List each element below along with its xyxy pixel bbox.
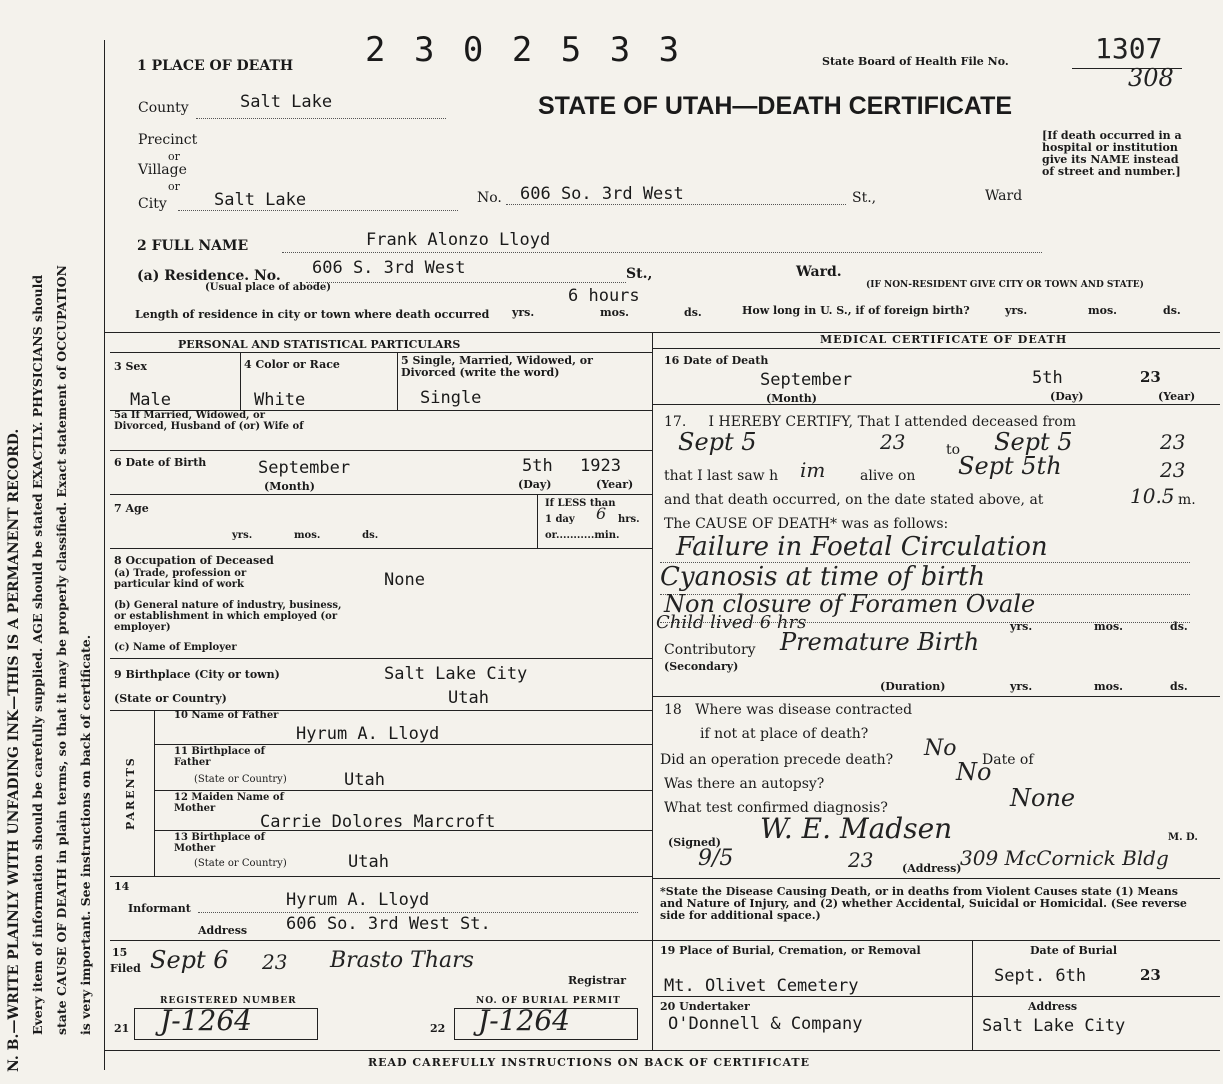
mother-birthplace: Utah [348, 852, 389, 872]
burial-place: Mt. Olivet Cemetery [664, 976, 859, 996]
village-label: Village [138, 162, 187, 178]
birthplace-state: Utah [448, 688, 489, 708]
cause-line-3: Non closure of Foramen Ovale [664, 590, 1036, 618]
personal-heading: PERSONAL AND STATISTICAL PARTICULARS [178, 338, 461, 351]
informant-value: Hyrum A. Lloyd [286, 890, 430, 910]
undertaker-address: Salt Lake City [982, 1016, 1126, 1036]
county-label: County [138, 100, 189, 116]
alive-year: 23 [1160, 458, 1186, 482]
operation-answer: No [924, 736, 957, 761]
sidebar-line-3: state CAUSE OF DEATH in plain terms, so that it may be properly classified. Exact statement of OCCUPATION [54, 265, 69, 1035]
father-birthplace: Utah [344, 770, 385, 790]
precinct-label: Precinct [138, 132, 198, 148]
sex-value: Male [130, 390, 171, 410]
signed-date: 9/5 [698, 846, 734, 871]
race-value: White [254, 390, 306, 410]
registered-number: J-1264 [160, 1004, 252, 1037]
street-value: 606 So. 3rd West [520, 184, 684, 204]
cause-line-1: Failure in Foetal Circulation [676, 532, 1048, 562]
physician-signature: W. E. Madsen [760, 812, 953, 845]
dob-day: 5th [522, 456, 553, 476]
full-name-value: Frank Alonzo Lloyd [366, 230, 551, 250]
burial-date: Sept. 6th [994, 966, 1087, 986]
death-month: September [760, 370, 853, 390]
test-answer: None [1010, 784, 1076, 812]
sidebar-line-2: Every item of information should be carefully supplied. AGE should be stated EXACTLY. PHYSICIANS should [30, 274, 45, 1035]
city-value: Salt Lake [214, 190, 307, 210]
signed-year: 23 [848, 848, 874, 872]
sidebar-line-4: is very important. See instructions on back of certificate. [78, 634, 93, 1035]
death-certificate: N. B.—WRITE PLAINLY WITH UNFADING INK—THIS IS A PERMANENT RECORD. Every item of information should be carefully supplied. AGE should be stated EXACTLY. PHYSICIANS should state CAUSE OF DEATH in plain terms, so that it may be properly classified. Exact statement of OCCUPATION is very important. See instructions on back of certificate. 2 3 0 2 5 3 3 1 PLACE OF DEATH State Board of Health File No. 1307 308 STATE OF UTAH—DEATH CERTIFICATE County Salt Lake Precinct or Village or City Salt Lake No. 606 So. 3rd West St., Ward [If death occurred in a hospital or institution give its NAME instead of street and number.] 2 FULL NAME Frank Alonzo Lloyd (a) Residence. No. 606 S. 3rd West St., Ward. (Usual place of abode) (IF NON-RESIDENT GIVE CITY OR TOWN AND STATE) Length of residence in city or town where death occurred 6 hours yrs. mos. ds. How long in U. S., if of foreign birth? yrs. mos. ds. PERSONAL AND STATISTICAL PARTICULARS 3 Sex Male 4 Color or Race White 5 Single, Married, Widowed, or Divorced (write the word) Single 5a If Married, Widowed, or Divorced, Husband of (or) Wife of 6 Date of Birth September 5th 1923 (Month) (Day) (Year) 7 Age yrs. mos. ds. If LESS than 1 day 6 hrs. or...........min. 8 Occupation of Deceased (a) Trade, profession or particular kind of work None (b) General nature of industry, business, or establishment in which employed (or employer) (c) Name of Employer 9 Birthplace (City or town) Salt Lake City (State or Country) Utah PARENTS 10 Name of Father Hyrum A. Lloyd 11 Birthplace of Father (State or Country) Utah 12 Maiden Name of Mother Carrie Dolores Marcroft 13 Birthplace of Mother (State or Country) Utah 14 Informant Hyrum A. Lloyd Address 606 So. 3rd West St. 15 Filed Sept 6 23 Brasto Thars Registrar REGISTERED NUMBER NO. OF BURIAL PERMIT 21 J-1264 22 J-1264 MEDICAL CERTIFICATE OF DEATH 16 Date of Death September 5th 23 (Month) (Day) (Year) 17. I HEREBY CERTIFY, That I attended deceased from Sept 5 23 to Sept 5 23 that I last saw h im alive on Sept 5th 23 and that death occurred, on the date stated above, at 10.5 m. The CAUSE OF DEATH* was as follows: Failure in Foetal Circulation Cyanosis at time of birth Non closure of Foramen Ovale Child lived 6 hrs yrs. mos. ds. Contributory Premature Birth (Secondary) (Duration) yrs. mos. ds. 18 Where was disease contracted if not at place of death? Did an operation precede death? No Date of Was there an autopsy? No What test confirmed diagnosis? None (Signed) W. E. Madsen M. D. 9/5 23 (Address) 309 McCornick Bldg *State the Disease Causing Death, or in deaths from Violent Causes state (1) Means and Nature of Injury, and (2) whether Accidental, Suicidal or Homicidal. (See reverse side for additional space.) 19 Place of Burial, Cremation, or Removal Mt. Olivet Cemetery Date of Burial Sept. 6th 23 20 Undertaker O'Donnell & Company Address Salt Lake City READ CAREFULLY INSTRUCTIONS ON BACK OF CERTIFICATE [0, 0, 1223, 1084]
cause-note: *State the Disease Causing Death, or in deaths from Violent Causes state (1) Means and Nature of Injury, and (2) whether Accidental, Suicidal or Homicidal. (See reverse side for additional space.) [660, 885, 1187, 922]
filed-year: 23 [262, 950, 288, 974]
attended-from-year: 23 [880, 430, 906, 454]
full-name-label: 2 FULL NAME [137, 238, 249, 254]
undertaker-value: O'Donnell & Company [668, 1014, 863, 1034]
parents-label: PARENTS [124, 756, 137, 830]
alive-date: Sept 5th [958, 452, 1062, 480]
attended-to: Sept 5 [994, 428, 1073, 456]
file-number-label: State Board of Health File No. [822, 55, 1009, 68]
certificate-number: 2 3 0 2 5 3 3 [365, 30, 684, 70]
cause-line-4: Child lived 6 hrs [656, 612, 807, 633]
certificate-title: STATE OF UTAH—DEATH CERTIFICATE [538, 92, 1013, 120]
filed-value: Sept 6 [150, 946, 229, 974]
father-value: Hyrum A. Lloyd [296, 724, 440, 744]
sidebar-line-1: N. B.—WRITE PLAINLY WITH UNFADING INK—THIS IS A PERMANENT RECORD. [6, 428, 22, 1072]
county-value: Salt Lake [240, 92, 333, 112]
physician-address: 309 McCornick Bldg [960, 846, 1169, 870]
city-label: City [138, 196, 167, 212]
dob-month: September [258, 458, 351, 478]
registrar-signature: Brasto Thars [330, 948, 474, 973]
mother-value: Carrie Dolores Marcroft [260, 812, 496, 832]
cause-line-2: Cyanosis at time of birth [660, 562, 986, 592]
file-number: 1307 [1095, 32, 1163, 65]
attended-to-year: 23 [1160, 430, 1186, 454]
attended-from: Sept 5 [678, 428, 757, 456]
time-of-death: 10.5 [1130, 484, 1175, 508]
autopsy-answer: No [956, 758, 992, 786]
death-day: 5th [1032, 368, 1063, 388]
hospital-note: [If death occurred in a hospital or institution give its NAME instead of street and number.] [1042, 129, 1182, 178]
length-of-residence: 6 hours [568, 286, 640, 306]
footer-instructions: READ CAREFULLY INSTRUCTIONS ON BACK OF CERTIFICATE [368, 1056, 810, 1069]
burial-permit-number: J-1264 [478, 1004, 570, 1037]
medical-heading: MEDICAL CERTIFICATE OF DEATH [820, 333, 1068, 346]
contributory-cause: Premature Birth [780, 628, 980, 656]
file-number-extra: 308 [1128, 64, 1174, 92]
residence-value: 606 S. 3rd West [312, 258, 466, 278]
marital-value: Single [420, 388, 482, 408]
informant-address: 606 So. 3rd West St. [286, 914, 491, 934]
place-of-death-label: 1 PLACE OF DEATH [137, 58, 294, 74]
birthplace-city: Salt Lake City [384, 664, 528, 684]
occupation-value: None [384, 570, 425, 590]
less-hours-value: 6 [596, 504, 607, 523]
dob-year: 1923 [580, 456, 621, 476]
